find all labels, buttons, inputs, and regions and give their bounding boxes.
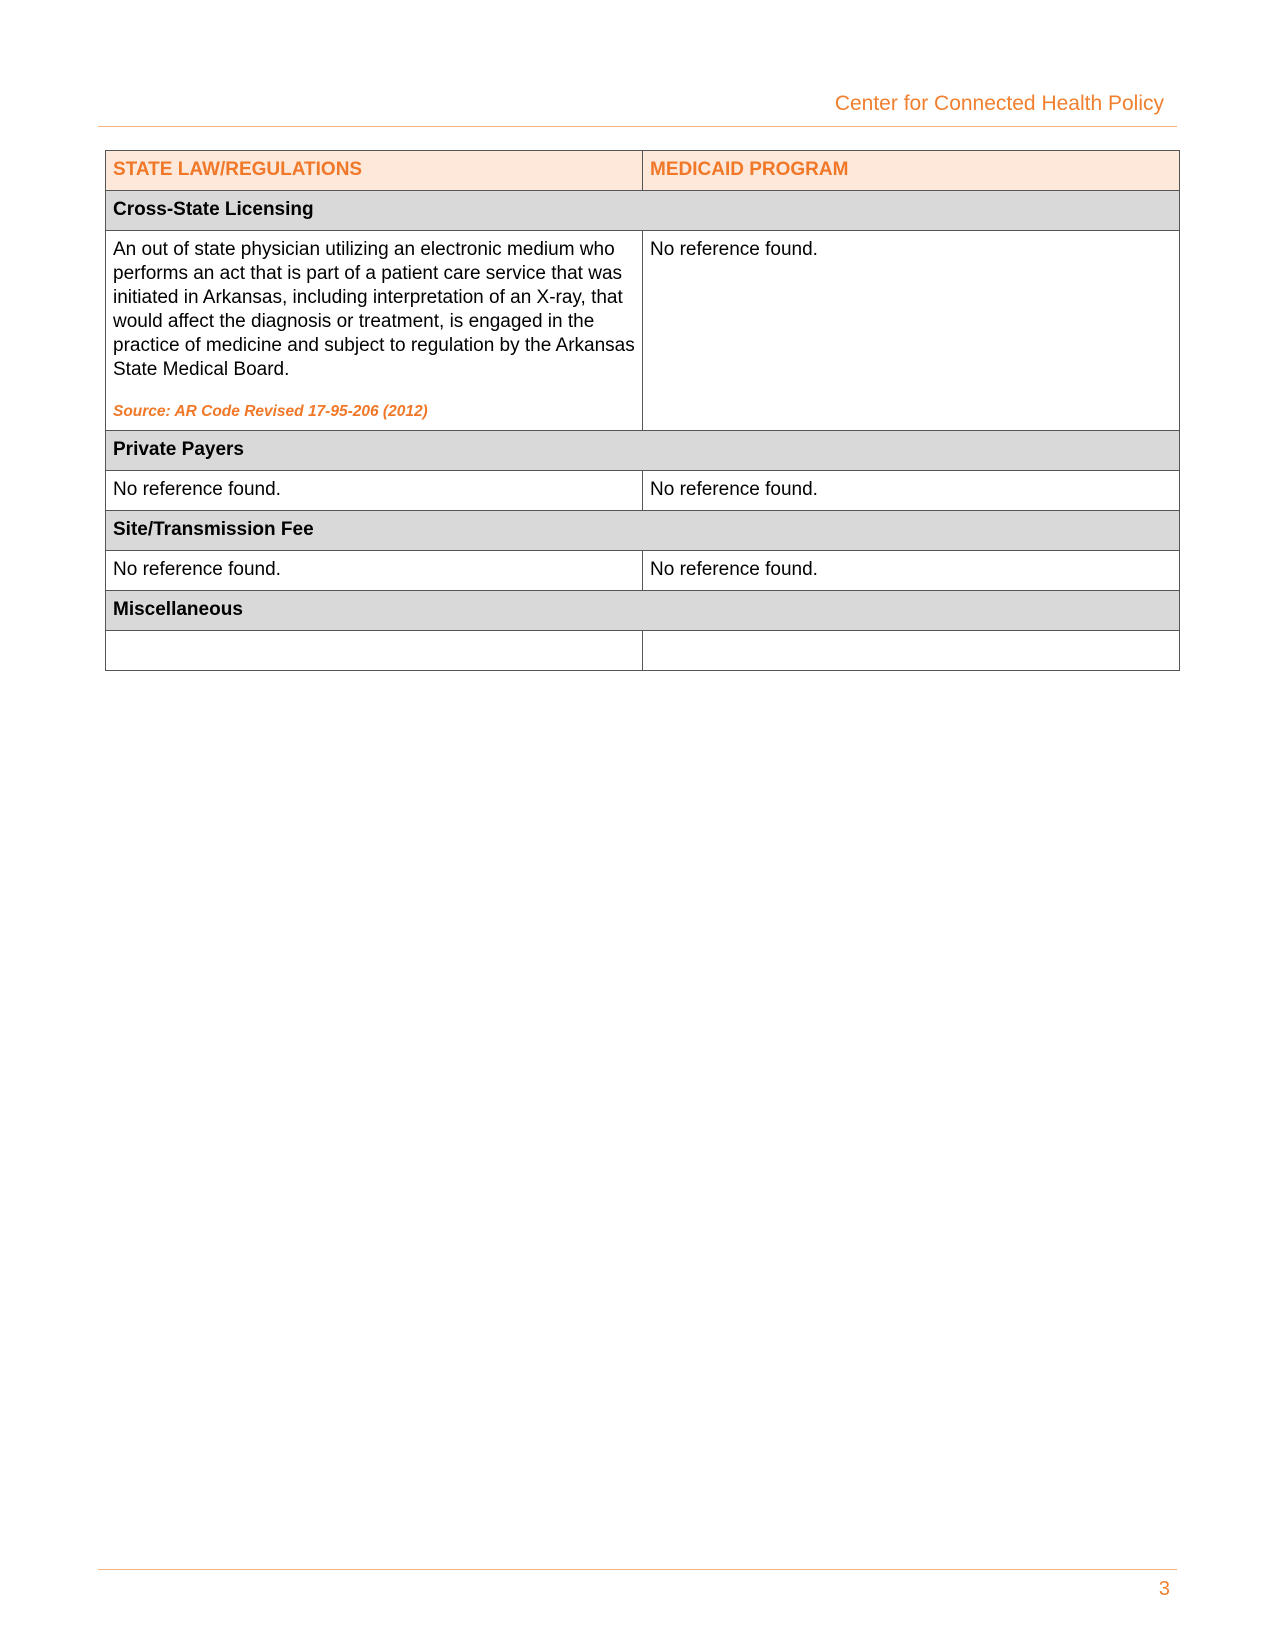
table-row — [106, 551, 1180, 591]
state-law-cell — [106, 631, 643, 671]
header-divider — [98, 126, 1177, 127]
section-header-row — [106, 191, 1180, 231]
state-law-cell — [106, 231, 643, 431]
state-law-cell: No reference found. — [106, 551, 643, 591]
column-header-state-law: STATE LAW/REGULATIONS — [106, 151, 643, 191]
section-title-private-payers: Private Payers — [106, 431, 1180, 471]
column-header-row — [106, 151, 1180, 191]
table-row — [106, 631, 1180, 671]
section-title-site-transmission-fee: Site/Transmission Fee — [106, 511, 1180, 551]
section-header-row — [106, 431, 1180, 471]
medicaid-cell: No reference found. — [643, 551, 1180, 591]
medicaid-cell: No reference found. — [643, 231, 1180, 431]
medicaid-cell: No reference found. — [643, 471, 1180, 511]
section-header-row — [106, 511, 1180, 551]
footer-divider — [98, 1569, 1177, 1570]
table-row — [106, 231, 1180, 431]
page-number: 3 — [1158, 1578, 1170, 1600]
policy-table — [105, 150, 1180, 671]
header-title: Center for Connected Health Policy — [834, 92, 1164, 115]
section-title-miscellaneous: Miscellaneous — [106, 591, 1180, 631]
section-header-row — [106, 591, 1180, 631]
medicaid-cell — [643, 631, 1180, 671]
source-citation: Source: AR Code Revised 17-95-206 (2012) — [113, 403, 428, 420]
section-title-cross-state-licensing: Cross-State Licensing — [106, 191, 1180, 231]
state-law-text: An out of state physician utilizing an electronic medium who performs an act that is part of a patient care service that was initiated in Arkansas, including interpretation of an X-ray, that would affect the diagnosis or treatment, is engaged in the practice of medicine and subject to regulation by the Arkansas State Medical Board. — [113, 239, 635, 380]
state-law-cell: No reference found. — [106, 471, 643, 511]
column-header-medicaid: MEDICAID PROGRAM — [643, 151, 1180, 191]
table-row — [106, 471, 1180, 511]
